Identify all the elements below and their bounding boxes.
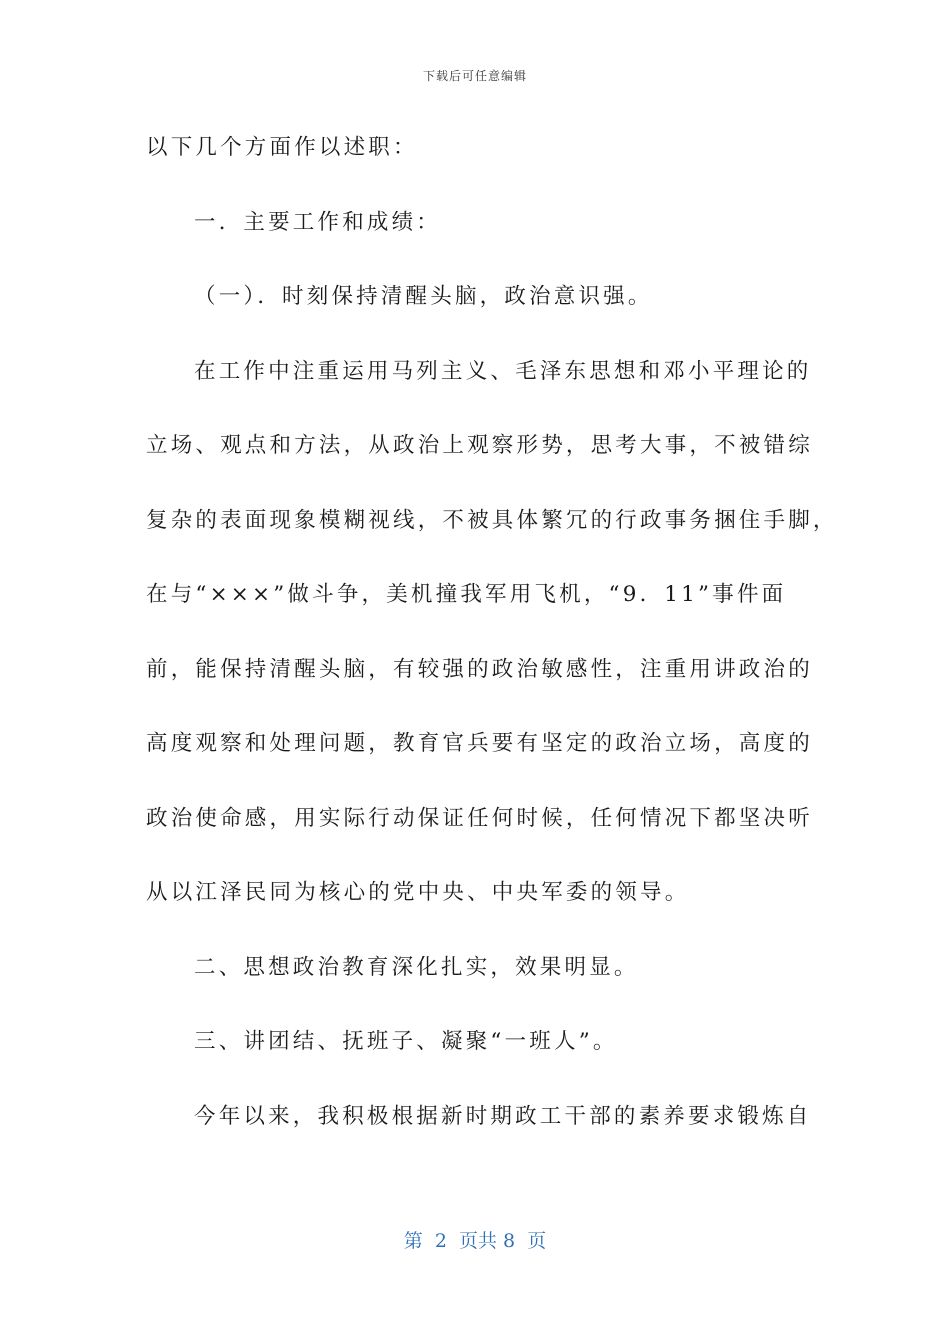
paragraph-line-14: 今年以来，我积极根据新时期政工干部的素养要求锻炼自 (194, 1103, 812, 1129)
document-body (146, 124, 838, 1167)
paragraph-line-9: 高度观察和处理问题，教育官兵要有坚定的政治立场，高度的 (146, 731, 813, 756)
paragraph-line-3: （一）．时刻保持清醒头脑，政治意识强。 (194, 284, 653, 309)
paragraph-line-12: 二、思想政治教育深化扎实，效果明显。 (194, 954, 639, 980)
page-header-note: 下载后可任意编辑 (422, 69, 527, 83)
paragraph-line-10: 政治使命感，用实际行动保证任何时候，任何情况下都坚决听 (146, 805, 813, 831)
paragraph-line-2: 一．主要工作和成绩： (194, 209, 442, 235)
paragraph-line-4: 在工作中注重运用马列主义、毛泽东思想和邓小平理论的 (194, 358, 812, 384)
paragraph-line-13: 三、讲团结、抚班子、凝聚“一班人”。 (194, 1029, 618, 1054)
page-number-footer: 第 2 页共 8 页 (403, 1230, 547, 1252)
paragraph-line-7: 在与“×××”做斗争，美机撞我军用飞机，“9．11”事件面 (146, 582, 787, 607)
paragraph-line-6: 复杂的表面现象模糊视线，不被具体繁冗的行政事务捆住手脚， (146, 507, 838, 533)
paragraph-line-11: 从以江泽民同为核心的党中央、中央军委的领导。 (146, 880, 690, 905)
paragraph-line-8: 前，能保持清醒头脑，有较强的政治敏感性，注重用讲政治的 (146, 656, 813, 682)
paragraph-line-1: 以下几个方面作以述职： (146, 135, 418, 160)
paragraph-line-5: 立场、观点和方法，从政治上观察形势，思考大事，不被错综 (146, 433, 813, 458)
